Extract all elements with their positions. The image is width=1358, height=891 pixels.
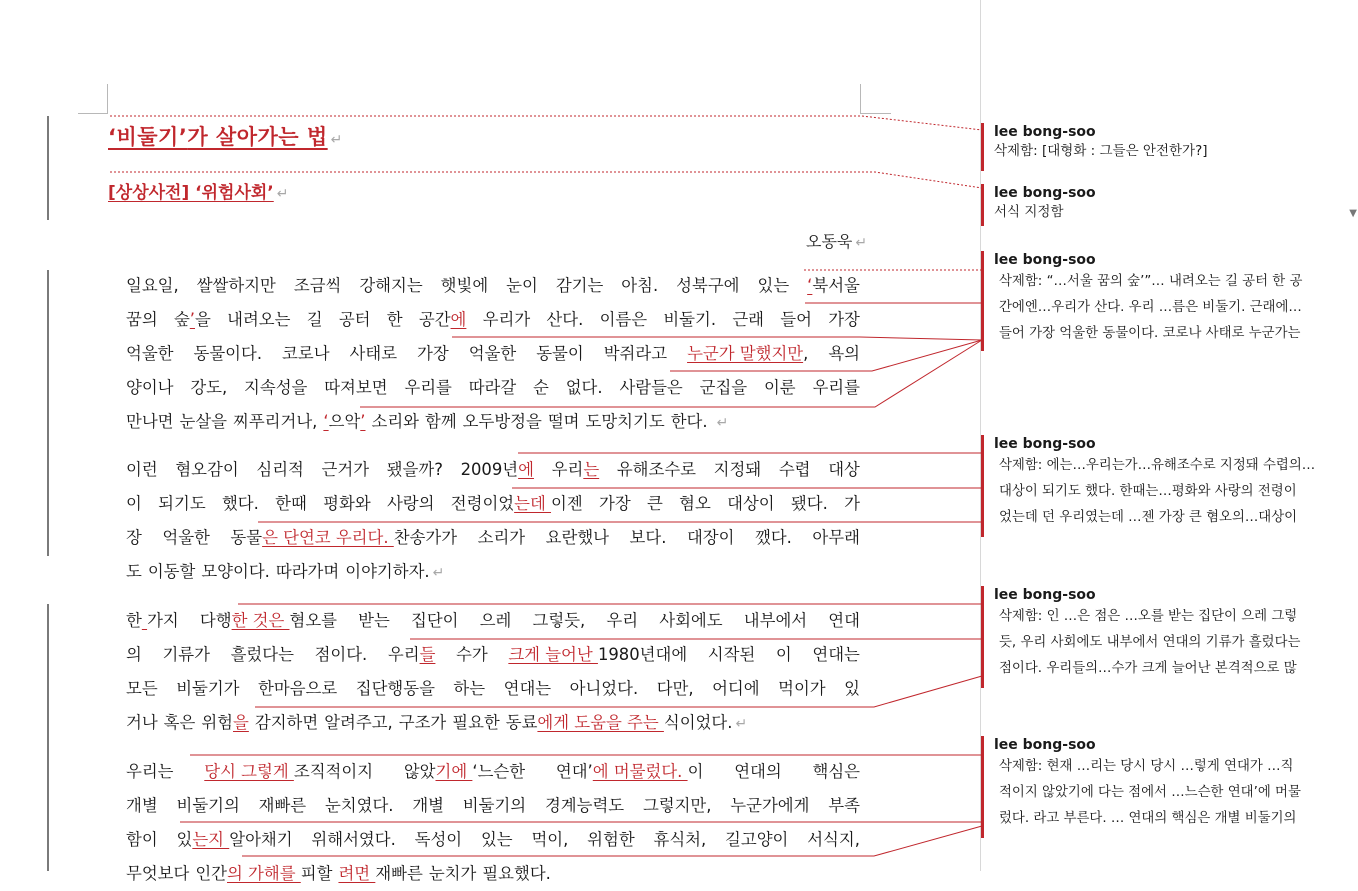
word: 눈치였다. — [324, 796, 394, 815]
change-bar — [47, 270, 49, 556]
word: 보다. — [629, 528, 667, 547]
word: 누군가에게 — [730, 796, 810, 815]
word: 모든 — [126, 679, 158, 698]
word: 만나면 — [126, 412, 174, 431]
word: 우리 — [606, 611, 639, 630]
word: 소리와 — [371, 412, 419, 431]
word-text: 1980년대에 — [597, 645, 688, 664]
tracked-insertion: 는 — [583, 460, 600, 479]
word-text: 우리 — [551, 460, 584, 479]
word: 산다. — [546, 310, 584, 329]
word: 내려오는 — [227, 310, 291, 329]
word: 이 — [126, 494, 142, 513]
word: 근거가 — [321, 460, 370, 479]
word: 으레 — [479, 611, 512, 630]
word: 알려주고, — [324, 713, 393, 732]
text-line — [126, 789, 860, 823]
word: 억울한 — [126, 344, 174, 363]
text-line — [126, 755, 860, 789]
word: 따라갈 — [468, 378, 517, 397]
word: 코로나 — [282, 344, 330, 363]
word: 모양이다. — [201, 562, 270, 581]
word: 소리가 — [477, 528, 526, 547]
paragraph-mark-icon: ↵ — [330, 132, 343, 148]
tracked-insertion: 크게 늘어난 — [508, 645, 598, 664]
word: 따져보면 — [324, 378, 388, 397]
tracked-insertion: ‘ — [323, 412, 329, 431]
word: 가장 — [828, 310, 860, 329]
comment-author: lee bong-soo — [994, 587, 1096, 603]
word-text: 식이었다. — [663, 713, 733, 732]
word — [338, 857, 422, 891]
comment-body-line: 적이지 않았기에 다는 점에서 …느슨한 연대’에 머물 — [999, 785, 1301, 800]
word-text: 전령이었 — [450, 494, 515, 513]
word: 지정돼 — [713, 460, 762, 479]
word: 이룬 — [763, 378, 796, 397]
word: 우리가 — [482, 310, 531, 329]
word: 먹이, — [531, 830, 569, 849]
word-text: 인간 — [195, 864, 228, 883]
word-text: 으악 — [328, 412, 361, 431]
word: 한다. — [670, 412, 708, 431]
paragraph-mark-icon: ↵ — [716, 415, 729, 431]
word: 눈살을 — [179, 412, 227, 431]
tracked-insertion: 에 머물렀다. — [592, 762, 688, 781]
comment-label: 삭제함: — [999, 609, 1043, 624]
word: 됐을까? — [386, 460, 443, 479]
word — [195, 857, 332, 891]
tracked-insertion: 에 — [518, 460, 534, 479]
text-line — [126, 672, 860, 706]
text-line — [126, 521, 860, 555]
word: 연대의 — [734, 762, 782, 781]
word: 군집을 — [699, 378, 748, 397]
comment-body-line: 렀다. 라고 부른다. … 연대의 핵심은 개별 비둘기의 — [999, 811, 1297, 826]
word — [126, 857, 189, 891]
word-text: ‘느슨한 — [472, 762, 526, 781]
author-name: 오동욱 — [806, 232, 853, 251]
word: 있는 — [480, 830, 513, 849]
word: 하는 — [453, 679, 486, 698]
word: 휴식처, — [653, 830, 707, 849]
comment-balloon[interactable] — [981, 586, 1358, 688]
text-line — [126, 337, 860, 371]
word: 함께 — [425, 412, 457, 431]
chevron-down-icon[interactable]: ▼ — [1349, 208, 1357, 219]
word: 개별 — [412, 796, 444, 815]
word: 되기도 — [158, 494, 206, 513]
word — [404, 755, 525, 789]
word: 큰 — [646, 494, 663, 513]
word: 기류가 — [162, 645, 210, 664]
word: 사람들은 — [619, 378, 683, 397]
word: 필요했다. — [482, 864, 551, 883]
word: 핵심은 — [812, 762, 860, 781]
word — [345, 555, 444, 589]
document-title[interactable] — [108, 121, 343, 151]
word — [419, 303, 467, 337]
word-text: 동료 — [505, 713, 538, 732]
comment-balloon[interactable] — [981, 736, 1358, 838]
word-text: 재빠른 — [375, 864, 423, 883]
comment-body: 인 …은 점은 …오를 받는 집단이 으레 그렇 — [1046, 609, 1298, 624]
comment-body: 서식 지정함 — [994, 204, 1064, 220]
comment-author: lee bong-soo — [994, 185, 1096, 201]
word: 감지하면 — [254, 713, 319, 732]
word: 했다. — [221, 494, 259, 513]
word: 욕의 — [828, 344, 860, 363]
comment-body-line: 대상이 되기도 했다. 한때는…평화와 사랑의 전령이 — [999, 484, 1297, 499]
word-text: 우리 — [387, 645, 420, 664]
word — [508, 638, 687, 672]
word-text: , — [803, 344, 809, 363]
word: 다만, — [656, 679, 694, 698]
text-line — [126, 303, 860, 337]
word: 사랑의 — [386, 494, 435, 513]
word-text: 무엇보다 — [126, 864, 190, 883]
word-text: 연대’ — [555, 762, 593, 781]
comment-body: 에는…우리는가…유해조수로 지정돼 수렵의… — [1046, 458, 1316, 473]
word: 길고양이 — [725, 830, 789, 849]
word: 혹은 — [163, 713, 196, 732]
word-text: 북서울 — [812, 276, 860, 295]
text-line — [126, 371, 860, 405]
comment-body-line: 었는데 던 우리였는데 …젠 가장 큰 혐오의…대상이 — [999, 510, 1298, 525]
word: 사태로 — [349, 344, 398, 363]
word — [506, 706, 747, 740]
tracked-insertion: 에게 도움을 주는 — [537, 713, 664, 732]
word: 우리를 — [812, 378, 860, 397]
word: 장 — [126, 528, 142, 547]
tracked-insertion: 당시 그렇게 — [204, 762, 294, 781]
text-line — [126, 555, 860, 589]
comment-balloon[interactable] — [981, 435, 1358, 537]
word: 됐다. — [790, 494, 828, 513]
word — [177, 823, 293, 857]
comment-label: 삭제함: — [999, 759, 1043, 774]
word: 아침. — [621, 276, 659, 295]
crop-mark-top-left-h — [78, 113, 108, 114]
word: 도 — [126, 562, 142, 581]
tracked-insertion: 한 것은 — [231, 611, 290, 630]
word: 비둘기. — [663, 310, 717, 329]
paragraph-mark-icon: ↵ — [855, 235, 868, 251]
crop-mark-top-right-v — [860, 84, 861, 114]
comment-body-line: 점이다. 우리들의…수가 크게 늘어난 본격적으로 많 — [999, 661, 1297, 676]
word: 수렵 — [778, 460, 811, 479]
word: 대상 — [828, 460, 860, 479]
word: 필요한 — [452, 713, 500, 732]
word: 오두방정을 — [462, 412, 542, 431]
word: 억울한 — [162, 528, 210, 547]
word-text: 동물 — [230, 528, 263, 547]
change-bar — [47, 604, 49, 871]
text-line — [126, 706, 860, 740]
word: 비둘기의 — [462, 796, 527, 815]
word: 흘렀다는 — [230, 645, 294, 664]
comment-body: “…서울 꿈의 숲’”… 내려오는 길 공터 한 공 — [1046, 274, 1303, 289]
word: 한 — [386, 310, 403, 329]
word — [552, 453, 600, 487]
word: 유해조수로 — [616, 460, 696, 479]
comment-body: [대형화 : 그들은 안전한가?] — [1041, 143, 1208, 159]
word: 독성이 — [414, 830, 463, 849]
word-text: 가지 — [147, 611, 179, 630]
word — [230, 521, 457, 555]
title-deleted-text: ‘비둘기’ — [108, 125, 188, 149]
word: 가장 — [417, 344, 449, 363]
word: 위험한 — [587, 830, 635, 849]
word: 대장이 — [686, 528, 735, 547]
comment-body-line: 듯, 우리 사회에도 내부에서 연대의 기류가 흘렀다는 — [999, 635, 1301, 650]
word: 위해서였다. — [311, 830, 396, 849]
word: 쌀쌀하지만 — [196, 276, 276, 295]
word: 의 — [126, 645, 142, 664]
word: 동물이 — [536, 344, 584, 363]
word: 어디에 — [712, 679, 760, 698]
word: 아니었다. — [569, 679, 639, 698]
comment-label: 삭제함: — [999, 274, 1043, 289]
tracked-insertion: 려면 — [338, 864, 376, 883]
word: 요란했나 — [545, 528, 610, 547]
word-text: 조직적이지 — [293, 762, 374, 781]
word — [388, 638, 436, 672]
author-byline[interactable] — [806, 229, 867, 252]
word-text: 위험 — [201, 713, 234, 732]
word: 시작된 — [707, 645, 756, 664]
tracked-insertion: 는지 — [192, 830, 230, 849]
paragraph-mark-icon: ↵ — [432, 565, 445, 581]
word — [807, 269, 860, 303]
comment-balloon[interactable] — [981, 123, 1358, 171]
word: 양이나 — [126, 378, 174, 397]
text-line — [126, 638, 860, 672]
word: 집단행동을 — [355, 679, 435, 698]
text-line — [126, 453, 860, 487]
word: 조금씩 — [293, 276, 342, 295]
word-text: 알아채기 — [229, 830, 293, 849]
word: 수가 — [456, 645, 488, 664]
word: 우리를 — [404, 378, 452, 397]
word-text: 피할 — [300, 864, 333, 883]
word-text: 이 — [687, 762, 704, 781]
word: 비둘기의 — [176, 796, 240, 815]
tracked-insertion: 의 가해를 — [227, 864, 301, 883]
word-text: 찬송가가 — [393, 528, 458, 547]
word: 도망치기도 — [585, 412, 665, 431]
word: 떨며 — [547, 412, 580, 431]
crop-mark-top-left-v — [107, 84, 108, 114]
word: 내부에서 — [743, 611, 808, 630]
comment-author: lee bong-soo — [994, 436, 1096, 452]
word: 지속성을 — [244, 378, 308, 397]
word: 심리적 — [256, 460, 304, 479]
text-line — [126, 857, 860, 891]
word: 개별 — [126, 796, 158, 815]
comment-author: lee bong-soo — [994, 124, 1096, 140]
comment-balloon[interactable] — [981, 184, 1358, 226]
word-text: 한 — [126, 611, 142, 630]
comment-body-line — [999, 453, 1358, 479]
word: 강도, — [190, 378, 228, 397]
document-subtitle[interactable] — [108, 178, 288, 203]
comment-text — [994, 141, 1358, 162]
crop-mark-top-right-h — [861, 113, 891, 114]
word: 그렇듯, — [532, 611, 586, 630]
word-text: 않았 — [403, 762, 436, 781]
word: 근래 — [732, 310, 764, 329]
comment-author: lee bong-soo — [994, 252, 1096, 268]
word: 박쥐라고 — [603, 344, 668, 363]
word: 함이 — [126, 830, 158, 849]
word — [687, 337, 808, 371]
word — [126, 604, 179, 638]
word: 연대는 — [812, 645, 860, 664]
text-line — [126, 487, 860, 521]
word-text: 꿈의 — [126, 310, 158, 329]
word-text: 이야기하자. — [345, 562, 430, 581]
text-line — [126, 823, 860, 857]
word: 먹이가 — [778, 679, 826, 698]
word: 감기는 — [555, 276, 604, 295]
body-paragraph-3[interactable] — [126, 604, 860, 740]
text-line — [126, 269, 860, 303]
comment-body-line — [999, 754, 1358, 780]
change-bar — [47, 116, 49, 220]
markup-pane[interactable] — [980, 0, 1358, 871]
word: 혐오감이 — [175, 460, 239, 479]
word: 따라가며 — [275, 562, 340, 581]
text-line — [126, 604, 860, 638]
tracked-insertion: 기에 — [435, 762, 473, 781]
word: 연대 — [828, 611, 860, 630]
word: 일요일, — [126, 276, 179, 295]
word: 눈이 — [506, 276, 538, 295]
word-text: 혐오를 — [289, 611, 337, 630]
word: 한마음으로 — [258, 679, 338, 698]
subtitle-text: [상상사전] ‘위험사회’ — [108, 183, 274, 203]
word-text: 2009년 — [460, 460, 519, 479]
word: 연대는 — [503, 679, 552, 698]
comment-body-line — [999, 269, 1358, 295]
word: 평화와 — [323, 494, 371, 513]
tracked-insertion: 는데 — [514, 494, 552, 513]
word: 집단이 — [411, 611, 459, 630]
word: 길 — [306, 310, 323, 329]
word: 가 — [844, 494, 860, 513]
word: 찌푸리거나, — [233, 412, 318, 431]
body-paragraph-1[interactable] — [126, 269, 860, 439]
word: 사회에도 — [659, 611, 723, 630]
word: 가장 — [599, 494, 631, 513]
word: 성북구에 — [676, 276, 740, 295]
word: 서식지, — [807, 830, 860, 849]
title-text: 가 살아가는 법 — [187, 125, 328, 149]
word: 깼다. — [755, 528, 792, 547]
word — [323, 405, 365, 439]
word: 비둘기가 — [176, 679, 240, 698]
comment-balloon[interactable] — [981, 251, 1358, 351]
word — [174, 303, 211, 337]
word: 있는 — [757, 276, 790, 295]
tracked-insertion: ‘ — [807, 276, 813, 295]
comment-body: 현재 …리는 당시 당시 …렇게 연대가 …직 — [1046, 759, 1294, 774]
comment-label: 삭제함: — [994, 143, 1038, 159]
comment-body-line: 들어 가장 억울한 동물이다. 코로나 사태로 누군가는 — [999, 326, 1301, 341]
word: 이름은 — [599, 310, 648, 329]
word: 동물이다. — [193, 344, 263, 363]
word: 거나 — [126, 713, 158, 732]
word — [201, 706, 249, 740]
word: 들어 — [780, 310, 812, 329]
word-text: 있 — [176, 830, 193, 849]
tracked-insertion: ’ — [189, 310, 195, 329]
word-text: 이젠 — [551, 494, 583, 513]
comment-label: 삭제함: — [999, 458, 1043, 473]
word — [556, 755, 704, 789]
word: 점이다. — [314, 645, 368, 664]
comment-body-line: 간에엔…우리가 산다. 우리 …름은 비둘기. 근래에… — [999, 300, 1302, 315]
word: 있 — [844, 679, 860, 698]
tracked-insertion: 에 — [450, 310, 467, 329]
paragraph-mark-icon: ↵ — [276, 186, 289, 202]
word — [714, 405, 729, 439]
word — [461, 453, 534, 487]
word: 눈치가 — [428, 864, 477, 883]
word: 한때 — [275, 494, 307, 513]
word: 강해지는 — [359, 276, 423, 295]
word: 억울한 — [468, 344, 517, 363]
word: 없다. — [565, 378, 603, 397]
tracked-insertion: 누군가 말했지만 — [687, 344, 804, 363]
word-text: 공간 — [418, 310, 451, 329]
word: 공터 — [338, 310, 371, 329]
word: 대상이 — [727, 494, 775, 513]
body-paragraph-2[interactable] — [126, 453, 860, 589]
word-text: 다행 — [199, 611, 232, 630]
word: 우리는 — [126, 762, 174, 781]
word-text: 을 — [195, 310, 211, 329]
word: 순 — [533, 378, 549, 397]
word: 이런 — [126, 460, 158, 479]
paragraph-mark-icon: ↵ — [735, 716, 748, 732]
text-line — [126, 405, 860, 439]
word: 받는 — [358, 611, 390, 630]
word: 이동할 — [147, 562, 196, 581]
tracked-insertion: 들 — [419, 645, 436, 664]
word: 구조가 — [398, 713, 447, 732]
word: 그렇지만, — [642, 796, 712, 815]
tracked-insertion: 은 단연코 우리다. — [262, 528, 394, 547]
word: 혐오 — [679, 494, 711, 513]
word — [126, 303, 158, 337]
word: 부족 — [828, 796, 860, 815]
tracked-insertion: ’ — [360, 412, 366, 431]
word: 이 — [775, 645, 792, 664]
word: 아무래 — [812, 528, 860, 547]
word: 경계능력도 — [544, 796, 625, 815]
comment-author: lee bong-soo — [994, 737, 1096, 753]
word: 햇빛에 — [440, 276, 489, 295]
word — [204, 755, 373, 789]
word: 재빠른 — [258, 796, 307, 815]
comment-body-line — [999, 604, 1358, 630]
word — [200, 604, 337, 638]
tracked-insertion: 을 — [233, 713, 249, 732]
word — [451, 487, 583, 521]
word-text: 숲 — [173, 310, 190, 329]
